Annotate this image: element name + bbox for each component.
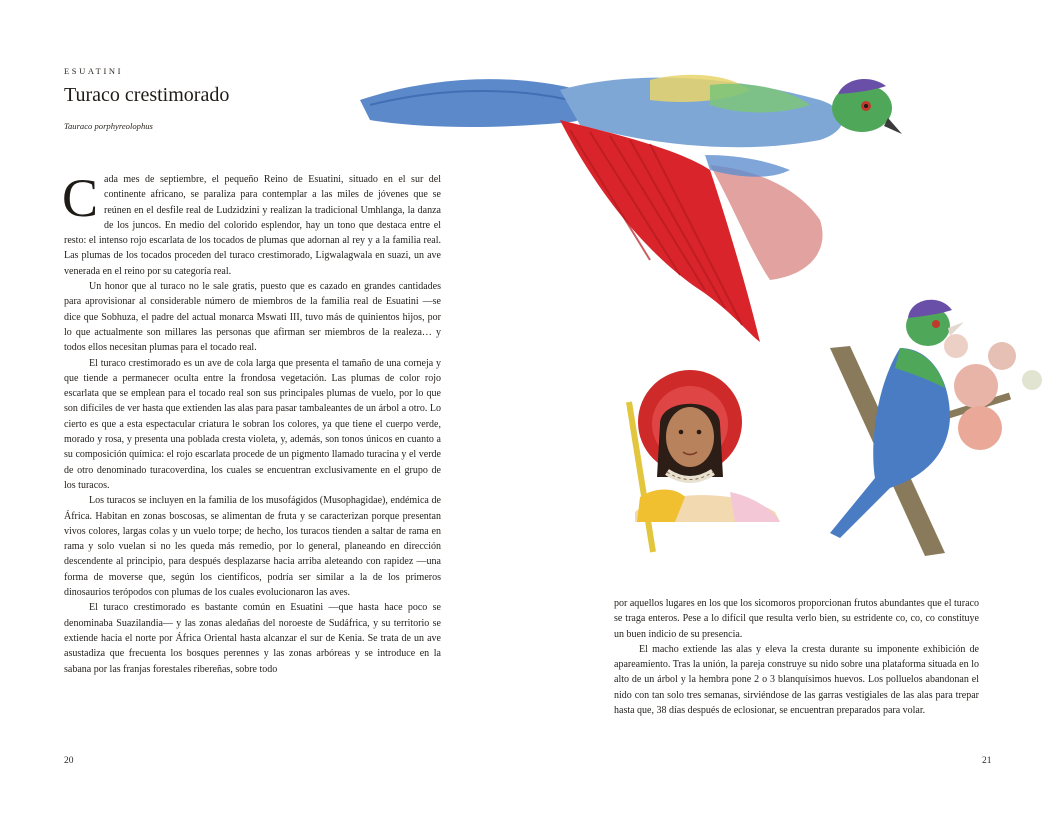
body-text-right (614, 596, 979, 718)
page-number-left: 20 (64, 756, 74, 766)
paragraph-2: Un honor que al turaco no le sale gratis, puesto que es cazado en grandes cantidades para aprovisionar al considerable número de miembros de la familia real de Esuatini —se dice que Sobhuza, el padre del actual monarca Mswati III, tuvo más de quinientos hijos, por lo que actualmente son millares las personas que afirman ser miembros de la realeza… y todos ellos necesitan plumas para el tocado real. (64, 281, 441, 354)
perched-turaco-illustration (780, 288, 1050, 558)
paragraph-3: El turaco crestimorado es un ave de cola larga que presenta el tamaño de una corneja y que tiende a permanecer oculta entre la frondosa vegetación. Las plumas de color rojo escarlata que se emplean para el tocado real son sus principales plumas de vuelo, por lo que son difíciles de ver hasta que extienden las alas para pasar tambaleantes de un árbol a otro. Lo cierto es que a esta espectacular criatura le sobran los colores, ya que tiene el cuerpo verde, morado y rosa, y presenta una poblada cresta violeta, y, además, son tonos únicos en cuanto a su composición química: el rojo escarlata procede de un pigmento llamado turacina y el verde de otro denominado turacoverdina, los cuales se encuentran exclusivamente en el grupo de los turacos. (64, 357, 441, 491)
paragraph-1-text: ada mes de septiembre, el pequeño Reino de Esuatini, situado en el sur del continente africano, se paraliza para contemplar a las miles de jóvenes que se reúnen en el desfile real de Ludzidzini y realizan la tradicional Umhlanga, la danza de los juncos. En medio del colorido esplendor, hay un tono que destaca entre el resto: el intenso rojo escarlata de los tocados de plumas que adornan al rey y a la familia real. Las plumas de los tocados proceden del turaco crestimorado, Ligwalagwala en suazi, un ave venerada en el reino por su categoría real. (64, 174, 441, 277)
paragraph-6: por aquellos lugares en los que los sicomoros proporcionan frutos abundantes que el turaco se traga enteros. Pese a lo difícil que resulta verlo bien, su estridente co, co, co constituye un buen indicio de su presencia. (614, 598, 979, 640)
paragraph-5: El turaco crestimorado es bastante común en Esuatini —que hasta hace poco se denominaba Suazilandia— y las zonas aledañas del noroeste de Sudáfrica, y su territorio se extiende hacia el norte por África Oriental hasta alcanzar el sur de Kenia. Se trata de un ave asustadiza que frecuenta los bosques perennes y las zonas arbóreas y se introduce en la sabana por las franjas forestales ribereñas, sobre todo (64, 602, 441, 675)
paragraph-7: El macho extiende las alas y eleva la cresta durante su imponente exhibición de apareamiento. Tras la unión, la pareja construye su nido sobre una plataforma situada en lo alto de un árbol y la hembra pone 2 o 3 blanquísimos huevos. Los polluelos abandonan el nido con tan solo tres semanas, sirviéndose de las garras vestigiales de las alas para trepar hasta que, 38 días después de eclosionar, se encuentran preparados para volar. (614, 643, 979, 717)
drop-cap: C (62, 168, 99, 228)
paragraph-4: Los turacos se incluyen en la familia de los musofágidos (Musophagidae), endémica de África. Habitan en zonas boscosas, se alimentan de fruta y se caracterizan porque presentan vivos colores, largas colas y un vuelo torpe; de hecho, los turacos tienden a saltar de rama en rama y solo vuelan si no les queda más remedio, por lo general, planeando en dirección descendente al principio, para después desplazarse hacia arriba aleteando con rapidez —una forma de moverse que, según los científicos, podría ser similar a la de los primeros dinosaurios terópodos con plumas de los cuales evolucionaron las aves. (64, 495, 441, 599)
page-number-right: 21 (982, 756, 992, 766)
country-label: ESUATINI (64, 66, 124, 76)
scientific-name: Tauraco porphyreolophus (64, 121, 153, 131)
right-page (530, 0, 1061, 818)
page-title: Turaco crestimorado (64, 84, 230, 106)
girl-with-headdress-illustration (615, 362, 785, 557)
